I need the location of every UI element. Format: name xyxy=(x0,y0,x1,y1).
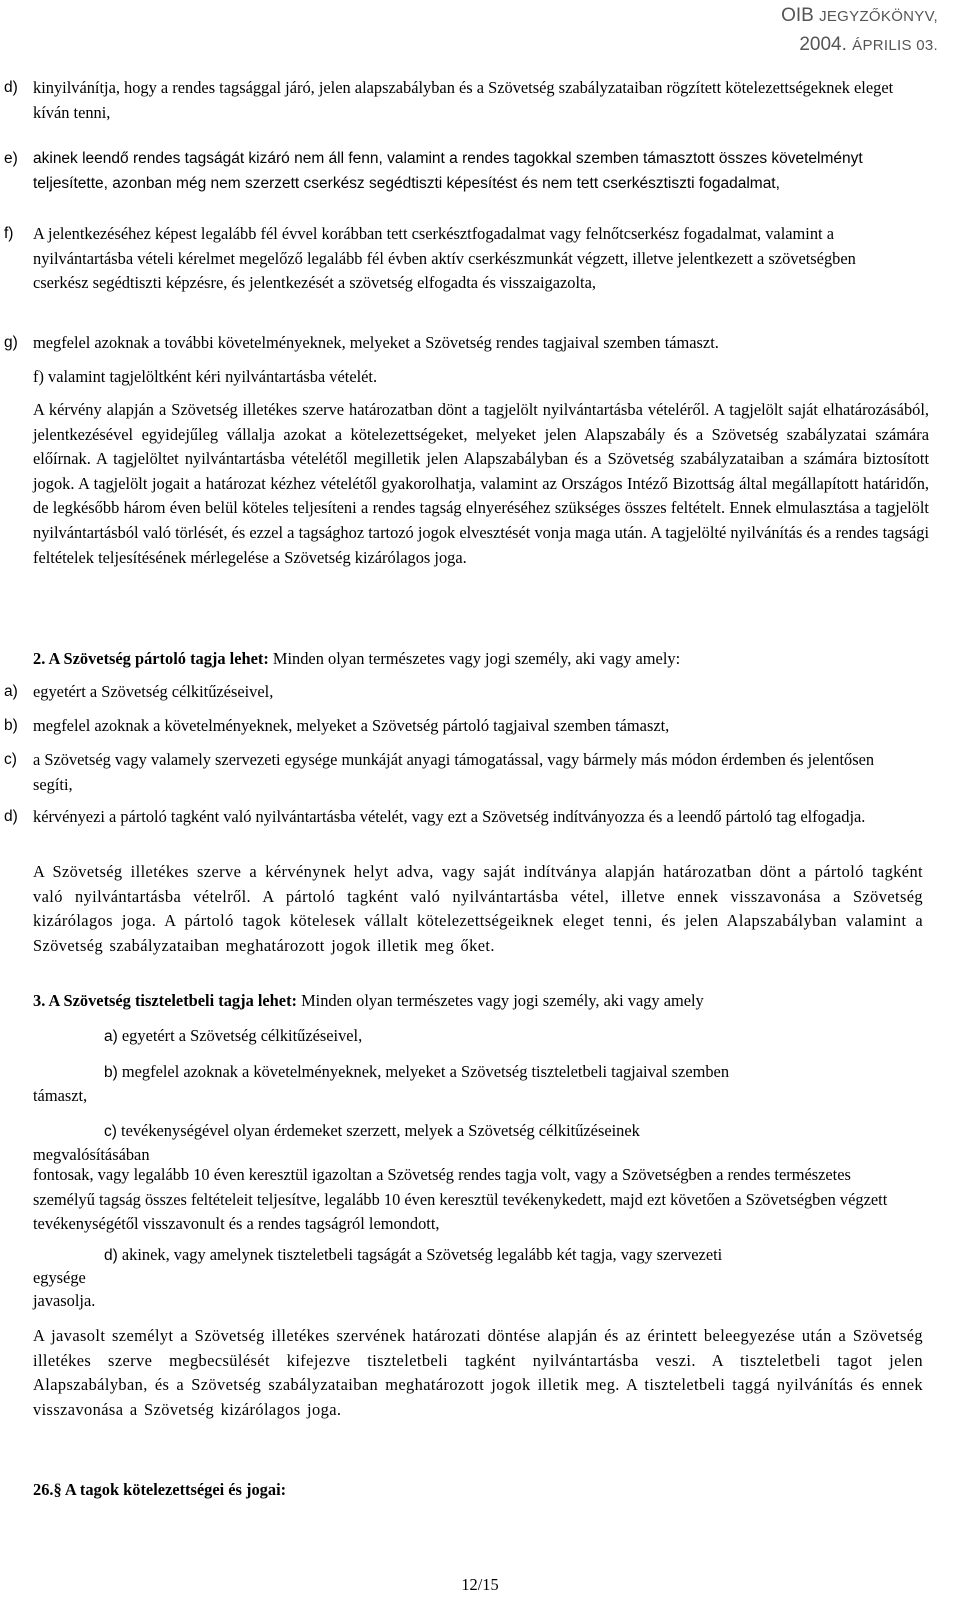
list-label: a) xyxy=(4,683,18,700)
header-doc: JEGYZŐKÖNYV, xyxy=(819,8,938,25)
list-label: c) xyxy=(4,751,17,768)
section3-item-c xyxy=(104,1119,924,1145)
header-date-year: 2004. xyxy=(799,34,847,55)
closing-line: f) valamint tagjelöltként kéri nyilvántartásba vételét. xyxy=(33,367,378,386)
page-header xyxy=(781,2,938,60)
header-date-line xyxy=(781,31,938,60)
header-title-line xyxy=(781,2,938,31)
header-org: OIB xyxy=(781,5,814,26)
list-label: g) xyxy=(4,334,18,351)
paragraph-tagjelolt: A kérvény alapján a Szövetség illetékes szerve határozatban dönt a tagjelölt nyilvántartásba vételéről. A tagjelölt saját elhatározásából, jelentkezésével egyidejűleg vállalja azokat a kötelezettségeket, melyeket jelen Alapszabály és a Szövetség szabályzatai számára előírnak. A tagjelöltet nyilvántartásba vételétől megilletik jelen Alapszabályban és a Szövetség szabályzataiban a számára biztosított jogok. A tagjelölt jogait a határozat kézhez vételétől gyakorolhatja, valamint az Országos Intéző Bizottság által megállapított határidőn, de legkésőbb három éven belül köteles teljesíteni a rendes tagság elnyeréséhez szükséges összes feltételt. Ennek elmulasztása a tagjelölt nyilvántartásból való törlését, és ezzel a tagsághoz tartozó jogok elvesztését vonja maga után. A tagjelölté nyilvánítás és a rendes tagsági feltételek teljesítésének mérlegelése a Szövetség kizárólagos joga. xyxy=(33,400,929,567)
list-item-text: megfelel azoknak a követelményeknek, melyeket a Szövetség tiszteletbeli tagjaival szemben xyxy=(121,1062,730,1081)
list-label: e) xyxy=(4,150,18,167)
list-item-text: A jelentkezéséhez képest legalább fél évvel korábban tett cserkésztfogadalmat vagy felnőtcserkész fogadalmat, valamint a nyilvántartásba vételi kérelmet megelőző legalább fél évben aktív cserkészmunkát végzett, illetve jelentkezett a szövetségben cserkész segédtiszti képzésre, és jelentkezését a szövetség elfogadta és visszaigazolta, xyxy=(33,224,856,293)
section3-heading-rest: Minden olyan természetes vagy jogi személy, aki vagy amely xyxy=(297,991,704,1010)
section3-item-d-cont1: egysége xyxy=(33,1268,86,1287)
list-label: c) xyxy=(104,1123,117,1140)
section26-heading-text: 26.§ A tagok kötelezettségei és jogai: xyxy=(33,1480,287,1499)
list-item-text: akinek leendő rendes tagságát kizáró nem áll fenn, valamint a rendes tagokkal szemben támasztott összes követelményt teljesítette, azonban még nem szerzett cserkész segédtiszti képesítést és nem tett cserkésztiszti fogadalmat, xyxy=(33,150,863,192)
list-label: f) xyxy=(4,225,14,242)
list-item-text: kérvényezi a pártoló tagként való nyilvántartásba vételét, vagy ezt a Szövetség indítványozza és a leendő pártoló tag elfogadja. xyxy=(33,807,866,826)
list-label: a) xyxy=(104,1028,118,1045)
section3-item-c-para: fontosak, vagy legalább 10 éven keresztül igazoltan a Szövetség rendes tagja volt, vagy a Szövetségben a rendes természetes személyű tagság összes feltételeit teljesítve, legalább 10 éven keresztül tevékenykedett, majd ezt követően a Szövetségben végzett tevékenységétől visszavonult és a rendes tagságról lemondott, xyxy=(33,1165,888,1234)
list-item-text: megfelel azoknak a további követelményeknek, melyeket a Szövetség rendes tagjaival szemben támaszt. xyxy=(33,333,719,352)
section3-heading-bold: 3. A Szövetség tiszteletbeli tagja lehet: xyxy=(33,991,297,1010)
section3-item-d-cont2: javasolja. xyxy=(33,1291,96,1310)
list-label: d) xyxy=(4,808,18,825)
list-item-text: akinek, vagy amelynek tiszteletbeli tagságát a Szövetség legalább két tagja, vagy szervezeti xyxy=(121,1245,723,1264)
section3-item-c-cont: megvalósításában xyxy=(33,1145,150,1164)
section26-heading xyxy=(33,1478,913,1503)
list-item-text: tevékenységével olyan érdemeket szerzett, melyek a Szövetség célkitűzéseinek xyxy=(121,1121,640,1140)
section3-item-b-cont: támaszt, xyxy=(33,1086,88,1105)
section2-heading-bold: 2. A Szövetség pártoló tagja lehet: xyxy=(33,649,269,668)
section3-item-a xyxy=(104,1024,904,1050)
list-label: d) xyxy=(104,1247,118,1264)
section2-heading xyxy=(33,647,929,672)
list-item-text: egyetért a Szövetség célkitűzéseivel, xyxy=(33,682,274,701)
paragraph-partolo: A Szövetség illetékes szerve a kérvénynek helyt adva, vagy saját indítványa alapján határozatban dönt a pártoló tagként való nyilvántartásba vételről. A pártoló tagként való nyilvántartásba vétel, illetve ennek visszavonása a Szövetség kizárólagos joga. A pártoló tagok kötelesek vállalt kötelezettségeiknek eleget tenni, és jelen Alapszabályban valamint a Szövetség szabályzataiban meghatározott jogok illetik meg őket. xyxy=(33,862,923,955)
section2-heading-rest: Minden olyan természetes vagy jogi személy, aki vagy amely: xyxy=(268,649,681,668)
list-item-text: kinyilvánítja, hogy a rendes tagsággal járó, jelen alapszabályban és a Szövetség szabályzataiban rögzített kötelezettségeknek eleget kíván tenni, xyxy=(33,78,894,122)
section3-heading xyxy=(33,989,929,1014)
list-label: d) xyxy=(4,79,18,96)
list-label: b) xyxy=(4,717,18,734)
list-item-text: megfelel azoknak a követelményeknek, melyeket a Szövetség pártoló tagjaival szemben támaszt, xyxy=(33,716,670,735)
list-item-text: a Szövetség vagy valamely szervezeti egysége munkáját anyagi támogatással, vagy bármely más módon érdemben és jelentősen segíti, xyxy=(33,750,875,794)
section3-item-d xyxy=(104,1243,924,1269)
list-item-text: egyetért a Szövetség célkitűzéseivel, xyxy=(121,1026,363,1045)
header-date-rest: ÁPRILIS 03. xyxy=(852,37,938,54)
page-number: 12/15 xyxy=(461,1575,499,1594)
section3-item-b xyxy=(104,1060,924,1086)
list-label: b) xyxy=(104,1064,118,1081)
paragraph-tiszteletbeli: A javasolt személyt a Szövetség illetékes szervének határozati döntése alapján és az érintett beleegyezése után a Szövetség illetékes szerve megbecsülését kifejezve tiszteletbeli tagként nyilvántartásba veszi. A tiszteletbeli tagot jelen Alapszabályban, és a Szövetség szabályzataiban meghatározott jogok illetik meg. A tiszteletbeli taggá nyilvánítás és ennek visszavonása a Szövetség kizárólagos joga. xyxy=(33,1326,923,1419)
